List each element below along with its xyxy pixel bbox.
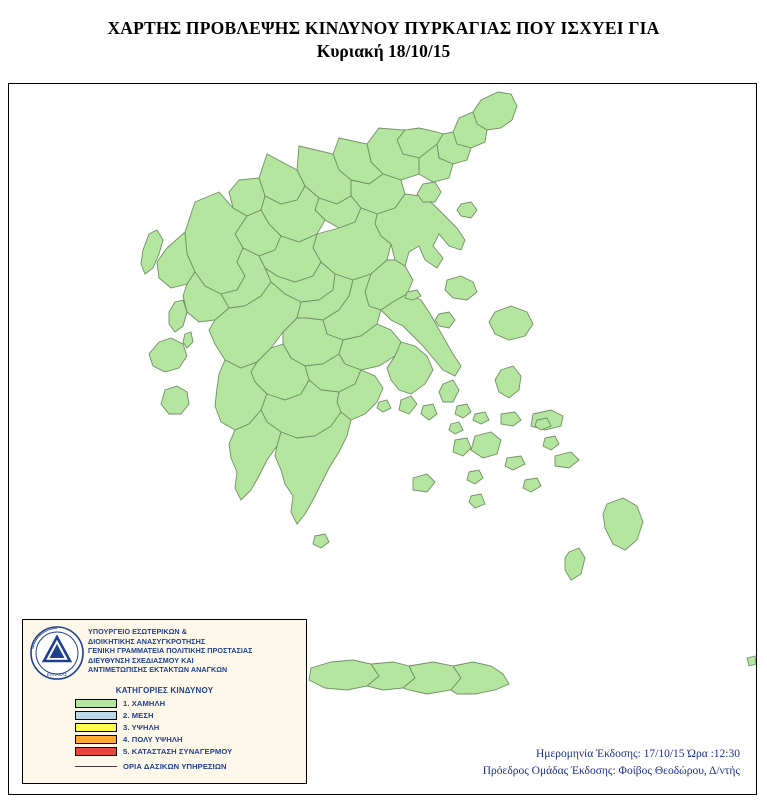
legend-item (75, 746, 300, 757)
boundary-line-symbol (75, 766, 117, 767)
legend-title: ΚΑΤΗΓΟΡΙΕΣ ΚΙΝΔΥΝΟΥ (115, 686, 214, 695)
agency-name (88, 625, 253, 675)
legend-swatch-3 (75, 723, 117, 732)
legend-header (29, 625, 300, 681)
issue-info (483, 746, 740, 781)
agency-line-2: ΔΙΟΙΚΗΤΙΚΗΣ ΑΝΑΣΥΓΚΡΟΤΗΣΗΣ (88, 636, 206, 646)
map-canvas[interactable] (8, 83, 757, 795)
legend-boundary-item (29, 762, 300, 771)
legend-item (75, 722, 300, 733)
legend-item (75, 734, 300, 745)
legend-item (75, 698, 300, 709)
svg-text:ΕΛΛΑΔΑΣ: ΕΛΛΑΔΑΣ (46, 672, 68, 677)
legend-swatch-1 (75, 699, 117, 708)
legend-boundary-label: ΟΡΙΑ ΔΑΣΙΚΩΝ ΥΠΗΡΕΣΙΩΝ (123, 762, 227, 771)
legend-label-4: 4. ΠΟΛΥ ΥΨΗΛΗ (123, 735, 183, 744)
legend-swatch-4 (75, 735, 117, 744)
legend-label-1: 1. ΧΑΜΗΛΗ (123, 699, 166, 708)
chairman-line: Πρόεδρος Ομάδας Έκδοσης: Φοίβος Θεοδώρου, Δ/ντής (482, 764, 740, 777)
agency-line-1: ΥΠΟΥΡΓΕΙΟ ΕΣΩΤΕΡΙΚΩΝ & (88, 627, 187, 636)
legend-box (22, 619, 307, 784)
title-line-1: ΧΑΡΤΗΣ ΠΡΟΒΛΕΨΗΣ ΚΙΝΔΥΝΟΥ ΠΥΡΚΑΓΙΑΣ ΠΟΥ ΙΣΧΥΕΙ ΓΙΑ (107, 18, 660, 38)
agency-line-5: ΑΝΤΙΜΕΤΩΠΙΣΗΣ ΕΚΤΑΚΤΩΝ ΑΝΑΓΚΩΝ (88, 665, 228, 674)
civil-protection-logo (29, 625, 85, 681)
legend-category-list (29, 698, 300, 757)
legend-swatch-2 (75, 711, 117, 720)
map-island-small-east[interactable] (747, 656, 756, 666)
agency-line-4: ΔΙΕΥΘΥΝΣΗ ΣΧΕΔΙΑΣΜΟΥ ΚΑΙ (88, 655, 194, 665)
agency-line-3: ΓΕΝΙΚΗ ΓΡΑΜΜΑΤΕΙΑ ΠΟΛΙΤΙΚΗΣ ΠΡΟΣΤΑΣΙΑΣ (88, 646, 253, 655)
legend-label-2: 2. ΜΕΣΗ (123, 711, 154, 720)
legend-swatch-5 (75, 747, 117, 756)
issue-date-line: Ημερομηνία Έκδοσης: 17/10/15 Ώρα :12:30 (535, 747, 740, 760)
map-island-zakynthos[interactable] (161, 386, 189, 414)
title-line-2: Κυριακή 18/10/15 (316, 40, 451, 61)
legend-label-5: 5. ΚΑΤΑΣΤΑΣΗ ΣΥΝΑΓΕΡΜΟΥ (123, 747, 233, 756)
page-title (0, 0, 767, 64)
legend-label-3: 3. ΥΨΗΛΗ (123, 723, 160, 732)
legend-item (75, 710, 300, 721)
